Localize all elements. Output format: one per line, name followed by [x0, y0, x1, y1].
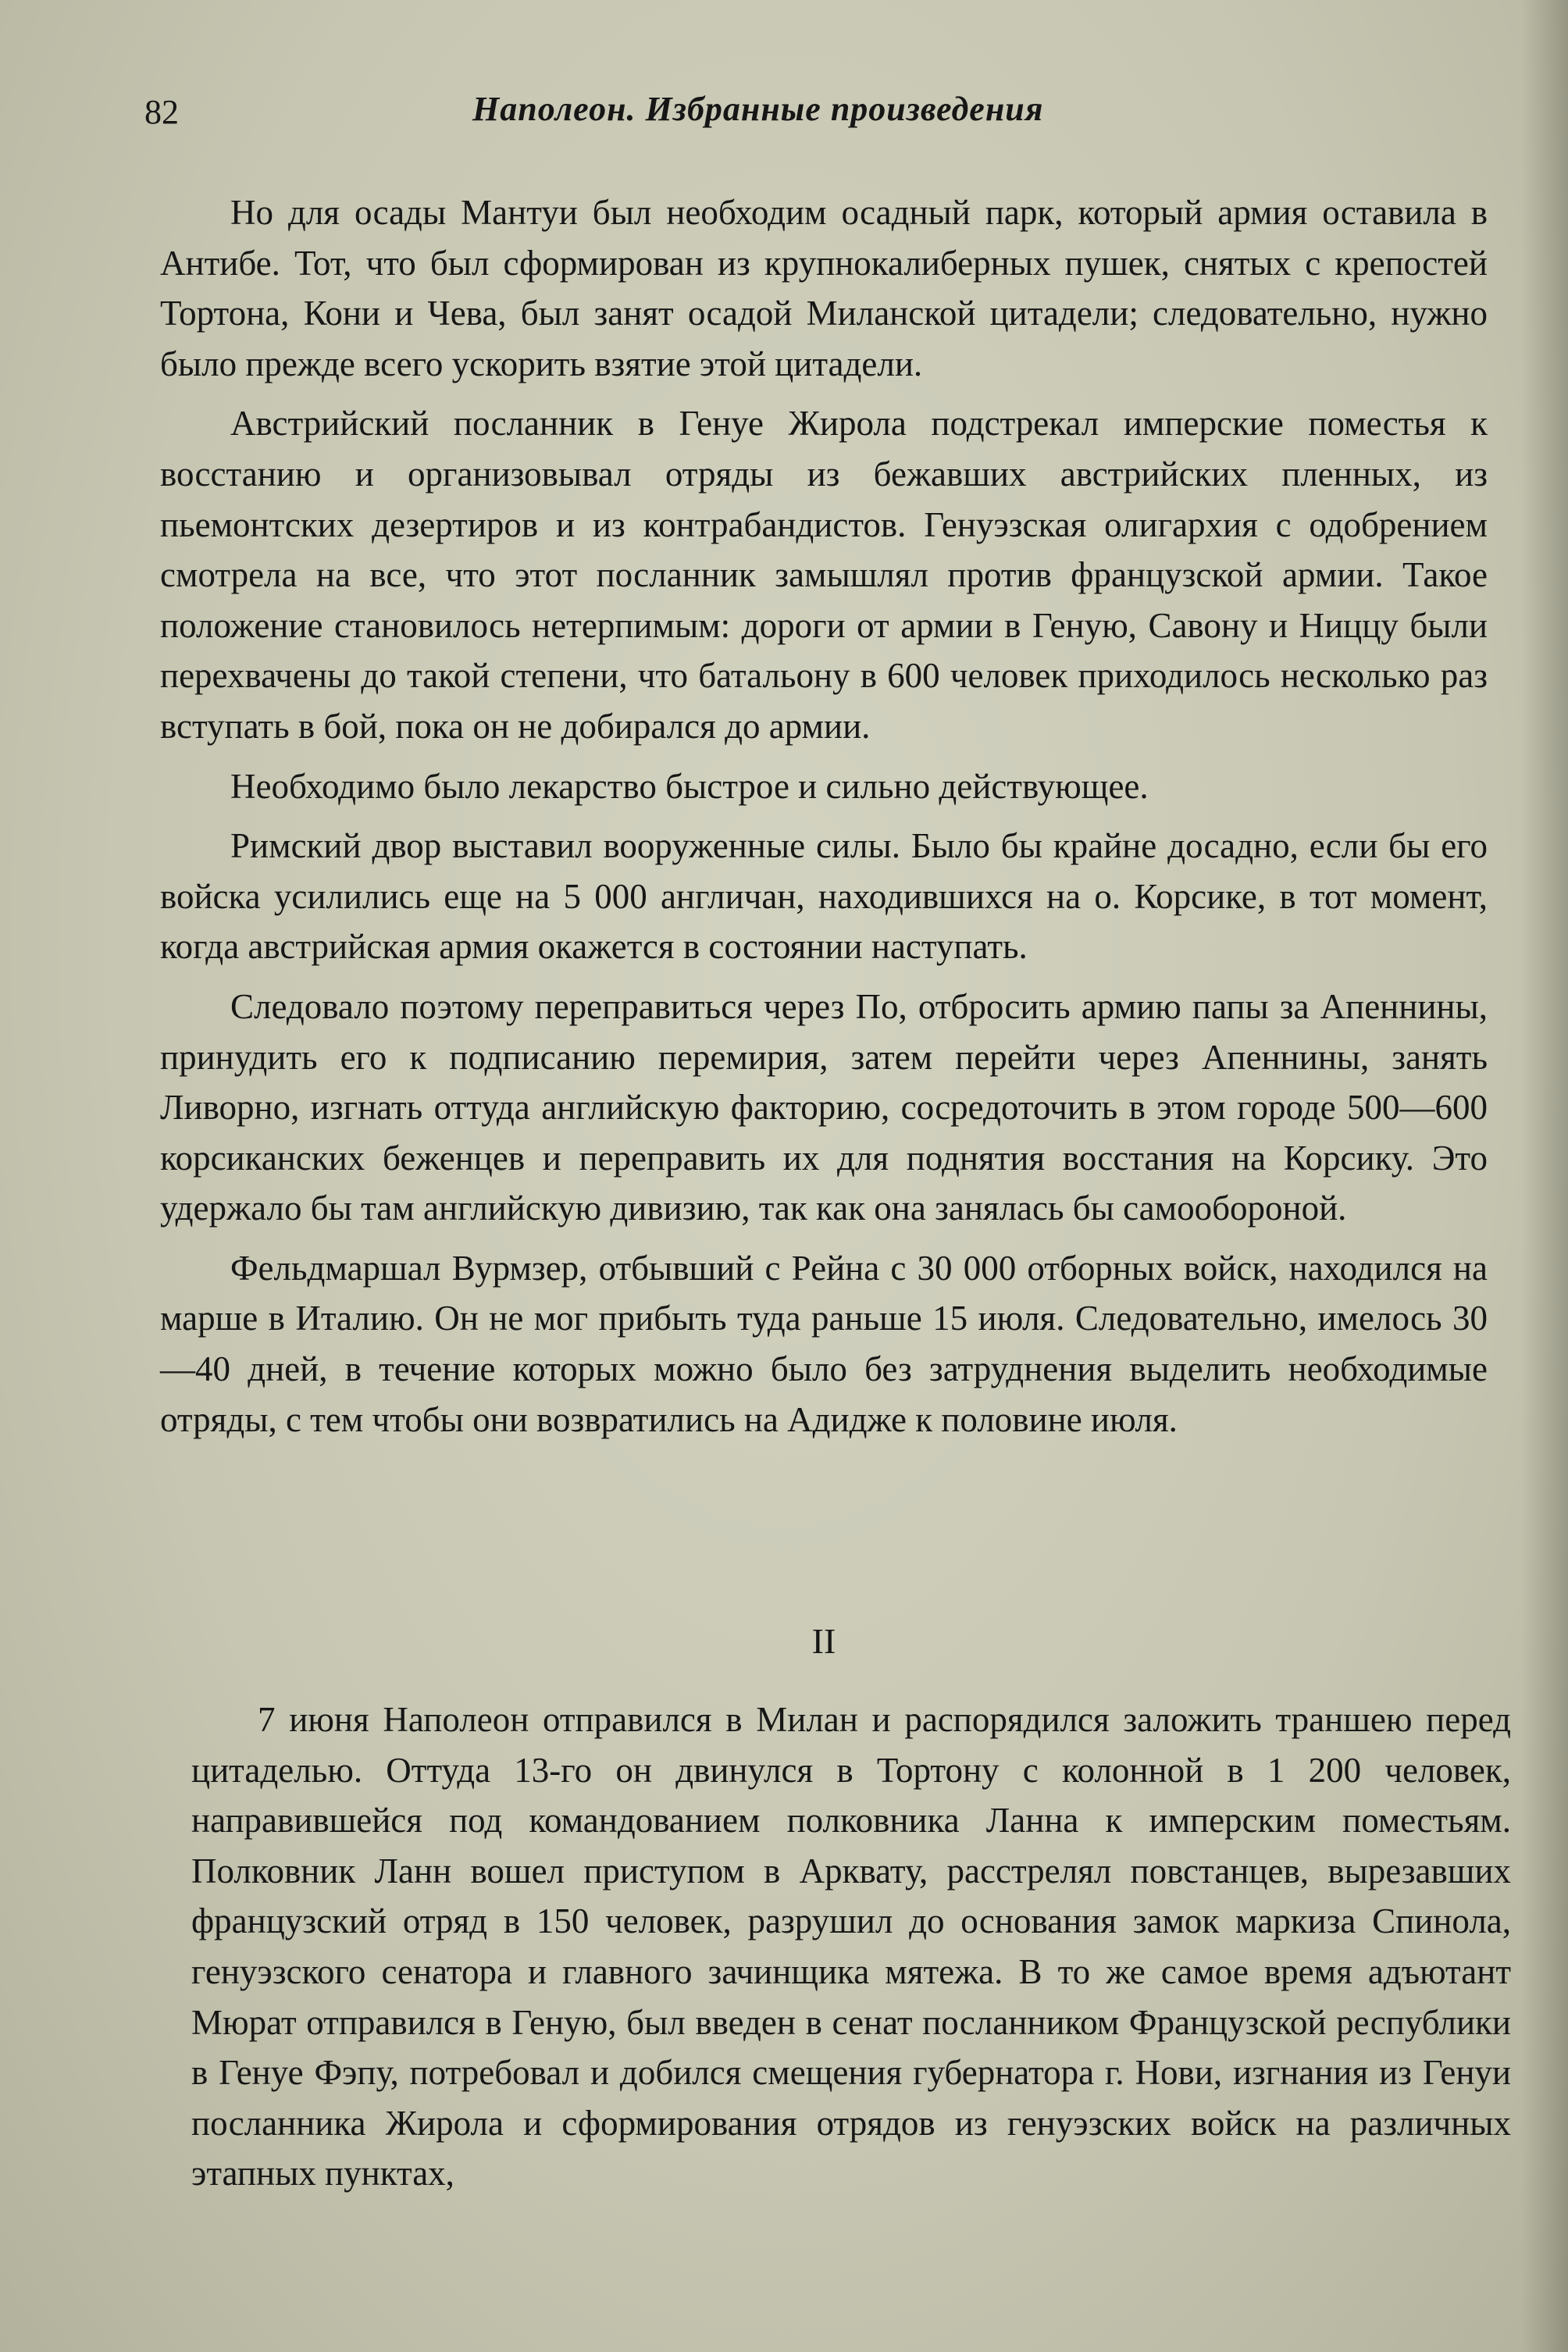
- paragraph: Следовало поэтому переправиться через По, отбросить армию папы за Апеннины, принудить его к подписанию перемирия, затем перейти через Апеннины, занять Ливорно, изгнать оттуда английскую факторию, сосредоточить в этом городе 500—600 корсиканских беженцев и переправить их для поднятия восстания на Корсику. Это удержало бы там английскую дивизию, так как она занялась бы самообороной.: [160, 986, 1488, 1228]
- page-header: [144, 86, 1409, 141]
- paragraph: Австрийский посланник в Генуе Жирола подстрекал имперские поместья к восстанию и организовывал отряды из бежавших австрийских пленных, из пьемонтских дезертиров и из контрабандистов. Генуэзская олигархия с одобрением смотрела на все, что этот посланник замышлял против французской армии. Такое положение становилось нетерпимым: дороги от армии в Геную, Савону и Ниццу были перехвачены до такой степени, что батальону в 600 человек приходилось несколько раз вступать в бой, пока он не добирался до армии.: [160, 404, 1488, 746]
- running-title: Наполеон. Избранные произведения: [472, 90, 1044, 128]
- page-number: 82: [144, 93, 179, 131]
- paragraph: 7 июня Наполеон отправился в Милан и распорядился заложить траншею перед цитаделью. Оттуда 13-го он двинулся в Тортону с колонной в 1 200 человек, направившейся под командованием полковника Ланна к имперским поместьям. Полковник Ланн вошел приступом в Арквату, расстрелял повстанцев, вырезавших французский отряд в 150 человек, разрушил до основания замок маркиза Спинола, генуэзского сенатора и главного зачинщика мятежа. В то же самое время адъютант Мюрат отправился в Геную, был введен в сенат посланником Французской республики в Генуе Фэпу, потребовал и добился смещения губернатора г. Нови, изгнания из Генуи посланника Жирола и сформирования отрядов из генуэзских войск на различных этапных пунктах,: [191, 1700, 1511, 2193]
- section-heading: II: [811, 1621, 836, 1661]
- paragraph: Фельдмаршал Вурмзер, отбывший с Рейна с 30 000 отборных войск, находился на марше в Италию. Он не мог прибыть туда раньше 15 июля. Следовательно, имелось 30—40 дней, в течение которых можно было без затруднения выделить необходимые отряды, с тем чтобы они возвратились на Адидже к половине июля.: [160, 1248, 1488, 1439]
- body-text: [160, 187, 1488, 1454]
- page-edge-shadow: [1521, 0, 1568, 2352]
- paragraph: Необходимо было лекарство быстрое и сильно действующее.: [230, 766, 1149, 806]
- paragraph: Но для осады Мантуи был необходим осадный парк, который армия оставила в Антибе. Тот, что был сформирован из крупнокалиберных пушек, снятых с крепостей Тортона, Кони и Чева, был занят осадой Миланской цитадели; следовательно, нужно было прежде всего ускорить взятие этой цитадели.: [160, 193, 1488, 383]
- paragraph: Римский двор выставил вооруженные силы. Было бы крайне досадно, если бы его войска усилились еще на 5 000 англичан, находившихся на о. Корсике, в тот момент, когда австрийская армия окажется в состоянии наступать.: [160, 826, 1488, 967]
- section-body-text: [191, 1695, 1511, 2199]
